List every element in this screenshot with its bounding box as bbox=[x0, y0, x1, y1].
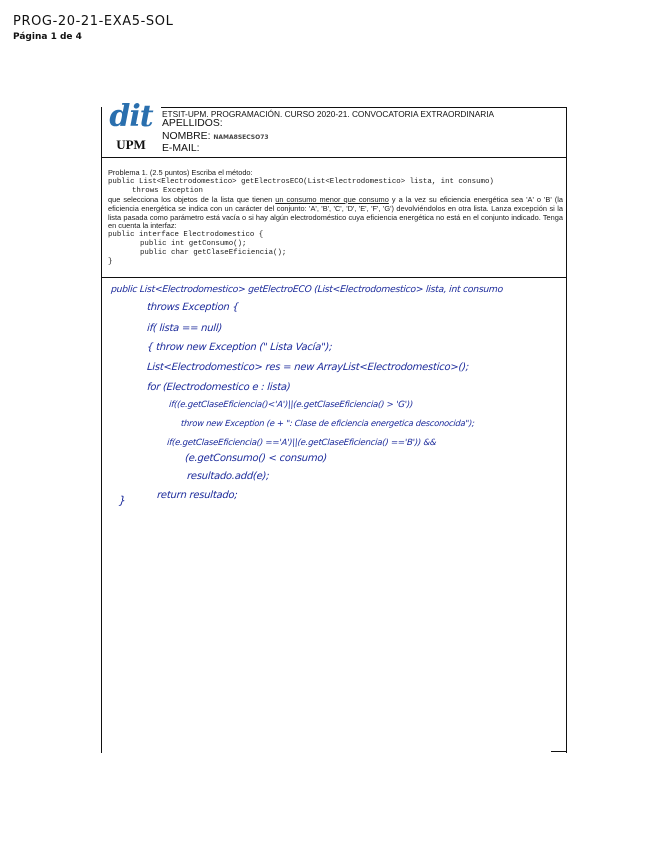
nombre-label: NOMBRE: bbox=[162, 131, 211, 142]
method-signature: public List<Electrodomestico> getElectrosECO(List<Electrodomestico> lista, int consumo) bbox=[108, 177, 494, 186]
problem-description bbox=[108, 196, 563, 232]
solution-line: if(e.getClaseEficiencia() =='A')||(e.getClaseEficiencia() =='B')) && bbox=[166, 438, 437, 448]
solution-line: (e.getConsumo() < consumo) bbox=[184, 453, 328, 464]
exam-sheet bbox=[101, 99, 567, 753]
nombre-row bbox=[162, 131, 269, 142]
exam-header bbox=[101, 99, 566, 157]
solution-line: resultado.add(e); bbox=[186, 471, 270, 482]
logo-upm-text: UPM bbox=[116, 137, 146, 152]
problem-heading: Problema 1. (2.5 puntos) Escriba el método: bbox=[108, 168, 253, 177]
email-label: E-MAIL: bbox=[162, 143, 200, 154]
dit-upm-logo bbox=[105, 99, 157, 155]
solution-line: throws Exception { bbox=[146, 302, 239, 313]
interface-line-2: public int getConsumo(); bbox=[140, 240, 247, 249]
solution-line: return resultado; bbox=[156, 490, 238, 501]
description-part-1: que selecciona los objetos de la lista que tienen bbox=[108, 194, 276, 204]
header-divider-bottom bbox=[101, 157, 566, 158]
logo-dit-text: dit bbox=[109, 99, 153, 134]
problem-divider bbox=[101, 277, 566, 278]
nombre-value: NAMA8SECSO73 bbox=[213, 134, 269, 141]
interface-line-1: public interface Electrodomestico { bbox=[108, 231, 264, 240]
document-title: PROG-20-21-EXA5-SOL bbox=[13, 14, 174, 29]
interface-line-4: } bbox=[108, 258, 113, 267]
handwritten-solution bbox=[101, 282, 567, 542]
problem-statement bbox=[108, 169, 563, 267]
bottom-border bbox=[551, 751, 567, 752]
solution-line: if( lista == null) bbox=[146, 323, 223, 334]
header-divider-top bbox=[161, 107, 566, 108]
throws-clause: throws Exception bbox=[132, 186, 203, 195]
solution-line: { throw new Exception (" Lista Vacía"); bbox=[146, 342, 333, 353]
solution-line: public List<Electrodomestico> getElectroECO (List<Electrodomestico> lista, int consumo bbox=[110, 284, 504, 295]
page-counter: Página 1 de 4 bbox=[13, 32, 82, 42]
solution-line: throw new Exception (e + ": Clase de eficiencia energetica desconocida"); bbox=[180, 418, 475, 428]
interface-line-3: public char getClaseEficiencia(); bbox=[140, 249, 287, 258]
solution-line: for (Electrodomestico e : lista) bbox=[146, 382, 291, 393]
apellidos-label: APELLIDOS: bbox=[162, 118, 223, 129]
description-part-2: y a la vez su eficiencia energética sea 'A' o 'B' (la eficiencia energética se indica con un carácter del conjunto: 'A', 'B', 'C', 'D', 'E', 'F', 'G') devolviéndolos en otra lista. Lanza excepción si la lista pasada como parámetro está vacía o si hay algún electrodoméstico cuya eficiencia energética no está en el conjunto indicado. Tenga en cuenta la interfaz: bbox=[108, 194, 563, 231]
description-underlined: un consumo menor que consumo bbox=[275, 194, 389, 204]
course-line: ETSIT-UPM. PROGRAMACIÓN. CURSO 2020-21. CONVOCATORIA EXTRAORDINARIA bbox=[162, 109, 495, 119]
solution-line: List<Electrodomestico> res = new ArrayList<Electrodomestico>(); bbox=[146, 362, 470, 373]
solution-line: } bbox=[118, 494, 127, 507]
solution-line: if((e.getClaseEficiencia()<'A')||(e.getClaseEficiencia() > 'G')) bbox=[168, 400, 414, 410]
